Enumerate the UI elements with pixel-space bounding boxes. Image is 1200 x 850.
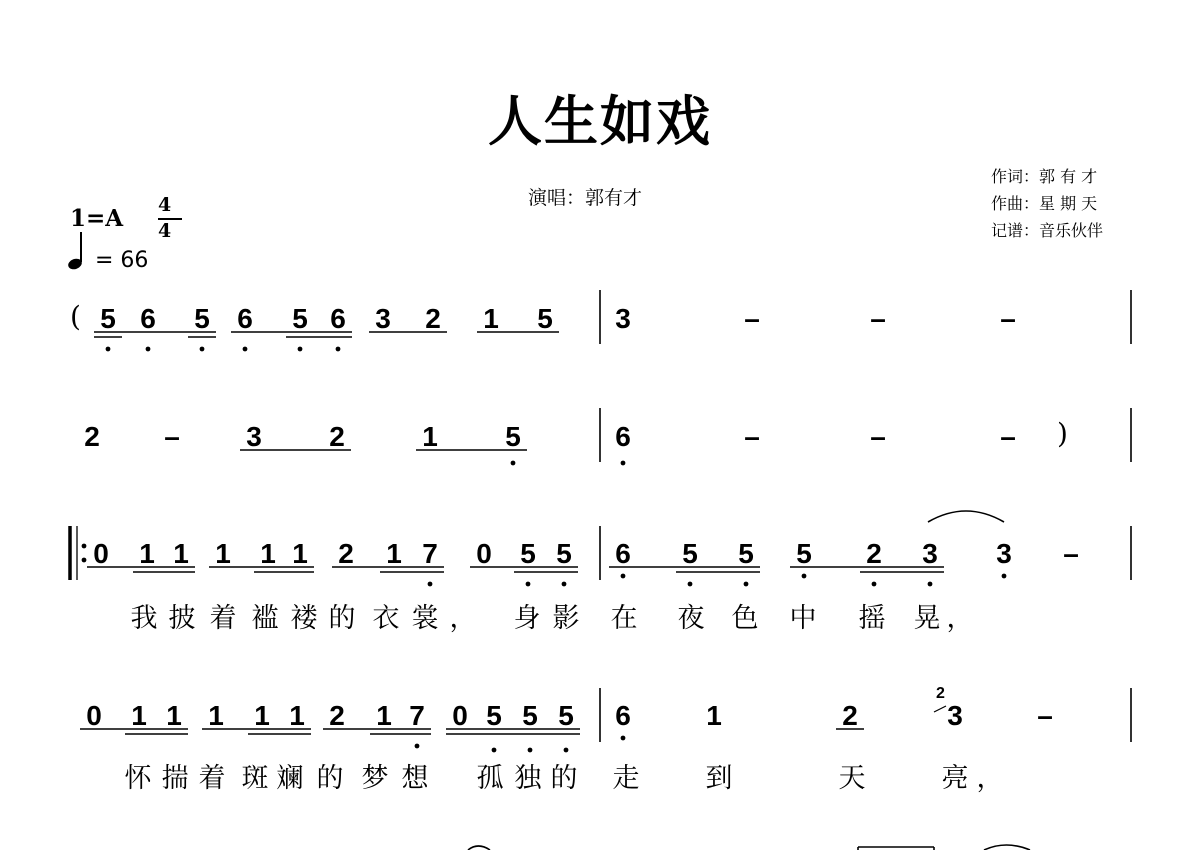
octave-dot: [1002, 574, 1007, 579]
note: 2: [329, 700, 345, 731]
octave-dot: [243, 347, 248, 352]
note: 0: [476, 538, 492, 569]
octave-dot: [298, 347, 303, 352]
note: 5: [100, 303, 116, 334]
lyric-char: 裳: [411, 603, 439, 634]
lyric-char: 独: [514, 763, 542, 794]
lyric-char: 的: [316, 763, 344, 794]
note: 5: [292, 303, 308, 334]
lyric-char: 褴: [251, 603, 279, 634]
note: 1: [260, 538, 276, 569]
key-signature: 1=A: [70, 205, 124, 232]
repeat-dot: [82, 558, 87, 563]
note: 5: [486, 700, 502, 731]
note: –: [744, 303, 760, 334]
lyric-char: 摇: [858, 603, 886, 634]
note: 5: [537, 303, 553, 334]
lyric-char: 着: [209, 603, 237, 634]
lyric-char: ，: [449, 603, 477, 634]
note: 1: [483, 303, 499, 334]
octave-dot: [564, 748, 569, 753]
lyric-char: 斑: [241, 763, 269, 794]
lyric-char: 斓: [276, 763, 304, 794]
song-title: 人生如戏: [488, 90, 712, 153]
note: 3: [375, 303, 391, 334]
octave-dot: [802, 574, 807, 579]
lyric-char: 色: [731, 603, 759, 634]
repeat-dot: [82, 544, 87, 549]
note: –: [1000, 303, 1016, 334]
lyric-char: 我: [130, 603, 158, 634]
lyric-char: ，: [976, 763, 1004, 794]
octave-dot: [526, 582, 531, 587]
note: 1: [289, 700, 305, 731]
intro-open-paren: (: [70, 300, 81, 333]
transcriber-credit: 记谱：音乐伙伴: [991, 221, 1104, 240]
note: 1: [166, 700, 182, 731]
octave-dot: [562, 582, 567, 587]
lyric-char: 天: [838, 763, 866, 794]
note: 5: [194, 303, 210, 334]
lyric-char: 褛: [290, 603, 318, 634]
note: 3: [922, 538, 938, 569]
partial-slur: [984, 845, 1030, 850]
note: 7: [409, 700, 425, 731]
octave-dot: [336, 347, 341, 352]
note: –: [1037, 700, 1053, 731]
note: 6: [140, 303, 156, 334]
note: 2: [425, 303, 441, 334]
note: 2: [338, 538, 354, 569]
lyric-char: ，: [946, 603, 974, 634]
note: 7: [422, 538, 438, 569]
note: 1: [422, 421, 438, 452]
octave-dot: [688, 582, 693, 587]
octave-dot: [528, 748, 533, 753]
lyric-char: 夜: [677, 603, 705, 634]
note: 5: [738, 538, 754, 569]
composer-credit: 作曲：星 期 天: [991, 194, 1098, 213]
note: 6: [330, 303, 346, 334]
octave-dot: [511, 461, 516, 466]
octave-dot: [928, 582, 933, 587]
lyric-char: 走: [612, 763, 640, 794]
lyric-char: 影: [552, 603, 580, 634]
note: –: [744, 421, 760, 452]
lyric-char: 晃: [913, 603, 941, 634]
lyric-char: 衣: [372, 603, 400, 634]
note: 3: [615, 303, 631, 334]
octave-dot: [621, 736, 626, 741]
time-signature-top: 4: [158, 194, 172, 216]
note: 2: [329, 421, 345, 452]
time-signature-bottom: 4: [158, 220, 172, 242]
octave-dot: [744, 582, 749, 587]
lyric-char: 着: [198, 763, 226, 794]
note: 1: [706, 700, 722, 731]
lyric-char: 的: [550, 763, 578, 794]
note: 1: [254, 700, 270, 731]
note: 1: [386, 538, 402, 569]
grace-note: 2: [936, 685, 945, 702]
note: 1: [139, 538, 155, 569]
note: 5: [796, 538, 812, 569]
octave-dot: [415, 744, 420, 749]
lyric-char: 中: [789, 603, 817, 634]
note: 1: [208, 700, 224, 731]
note: 3: [246, 421, 262, 452]
note: 1: [215, 538, 231, 569]
intro-close-paren: ): [1057, 417, 1068, 450]
note: –: [870, 421, 886, 452]
note: 6: [615, 421, 631, 452]
partial-slur: [468, 846, 490, 850]
note: 1: [131, 700, 147, 731]
lyricist-credit: 作词：郭 有 才: [991, 167, 1098, 186]
tie-slur: [928, 511, 1004, 522]
note: 2: [842, 700, 858, 731]
note: 5: [556, 538, 572, 569]
lyric-char: 梦: [361, 763, 389, 794]
lyric-char: 想: [401, 763, 429, 794]
note: 1: [292, 538, 308, 569]
note: 5: [558, 700, 574, 731]
note: 5: [520, 538, 536, 569]
singer-credit: 演唱：郭有才: [528, 187, 643, 209]
note: –: [870, 303, 886, 334]
note: 2: [84, 421, 100, 452]
lyric-char: 的: [328, 603, 356, 634]
lyric-char: 披: [168, 603, 196, 634]
octave-dot: [872, 582, 877, 587]
note: 0: [86, 700, 102, 731]
note: –: [1063, 538, 1079, 569]
lyric-char: 身: [513, 603, 541, 634]
octave-dot: [428, 582, 433, 587]
lyric-char: 揣: [161, 763, 189, 794]
note: 5: [682, 538, 698, 569]
note: 1: [376, 700, 392, 731]
octave-dot: [621, 574, 626, 579]
octave-dot: [621, 461, 626, 466]
tempo-marking: = 66: [95, 248, 149, 273]
octave-dot: [492, 748, 497, 753]
lyric-char: 怀: [124, 763, 152, 794]
note: 6: [237, 303, 253, 334]
note: 2: [866, 538, 882, 569]
note: 5: [505, 421, 521, 452]
note: 0: [93, 538, 109, 569]
lyric-char: 孤: [476, 763, 504, 794]
note: 5: [522, 700, 538, 731]
note: 1: [173, 538, 189, 569]
note: 6: [615, 700, 631, 731]
octave-dot: [106, 347, 111, 352]
note: 6: [615, 538, 631, 569]
note: –: [164, 421, 180, 452]
note: 0: [452, 700, 468, 731]
note: 3: [996, 538, 1012, 569]
octave-dot: [146, 347, 151, 352]
lyric-char: 在: [610, 603, 638, 634]
note: 3: [947, 700, 963, 731]
lyric-char: 到: [705, 763, 733, 794]
lyric-char: 亮: [941, 763, 969, 794]
grace-slash: [934, 706, 946, 712]
octave-dot: [200, 347, 205, 352]
note: –: [1000, 421, 1016, 452]
